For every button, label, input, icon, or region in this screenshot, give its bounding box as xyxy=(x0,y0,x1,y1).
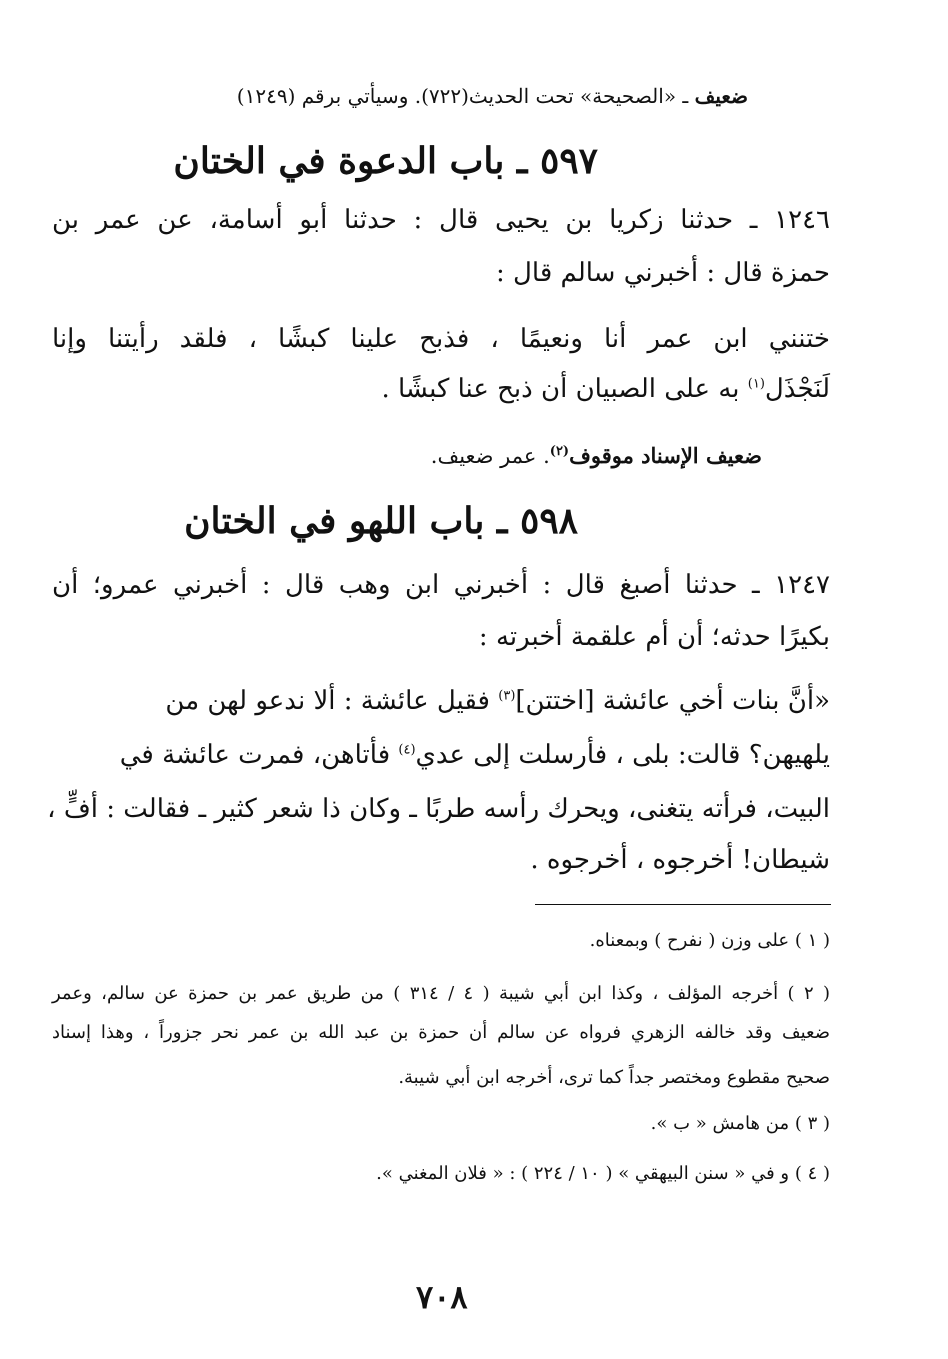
footnote-2-line-1: ( ٢ ) أخرجه المؤلف ، وكذا ابن أبي شيبة ( ٤ / ٣١٤ ) من طريق عمر بن حمزة عن سالم، وعمر xyxy=(52,983,831,1004)
footnote-2-line-2: ضعيف وقد خالفه الزهري فرواه عن سالم أن حمزة بن عبد الله بن عمر نحر جزوراً ، وهذا إسناد xyxy=(52,1022,830,1043)
hadith-1246-isnad-line-2: حمزة قال : أخبرني سالم قال : xyxy=(496,258,830,288)
grade-note-text: . عمر ضعيف. xyxy=(430,444,550,468)
hadith-1246-matn-line-2 xyxy=(381,374,830,404)
matn-text: به على الصبيان أن ذبح عنا كبشًا . xyxy=(381,374,748,404)
header-grade: ضعيف xyxy=(694,84,748,108)
header-text: ـ «الصحيحة» تحت الحديث(٧٢٢). وسيأتي برقم (١٢٤٩) xyxy=(236,84,695,108)
hadith-1247-isnad-line-2: بكيرًا حدثه؛ أن أم علقمة أخبرته : xyxy=(478,622,830,652)
hadith-1247-matn-line-3: البيت، فرأته يتغنى، ويحرك رأسه طربًا ـ وكان ذا شعر كثير ـ فقالت : أفٍّ ، xyxy=(47,794,830,824)
hadith-1247-matn-line-2 xyxy=(52,740,830,770)
matn-text: يلهيهن؟ قالت: بلى ، فأرسلت إلى عدي xyxy=(415,740,830,770)
footnote-ref-4: (٤) xyxy=(398,742,416,758)
chapter-597-title: ٥٩٧ ـ باب الدعوة في الختان xyxy=(173,140,598,182)
matn-text: لَنَجْذَل xyxy=(764,374,830,404)
matn-text: فقيل عائشة : ألا ندعو لهن من xyxy=(165,686,499,716)
hadith-1246-grade xyxy=(431,443,762,468)
footnote-separator xyxy=(535,904,831,905)
footnote-ref-3: (٣) xyxy=(498,688,516,704)
footnote-ref-2: (٢) xyxy=(549,444,570,459)
hadith-1247-isnad-line-1: ١٢٤٧ ـ حدثنا أصبغ قال : أخبرني ابن وهب قال : أخبرني عمرو؛ أن xyxy=(52,570,830,600)
page-number: ٧٠٨ xyxy=(416,1278,468,1316)
hadith-1247-matn-line-1 xyxy=(52,686,830,716)
matn-text: «أنَّ بنات أخي عائشة [اختتن] xyxy=(515,686,830,716)
footnote-2-line-3: صحيح مقطوع ومختصر جداً كما ترى، أخرجه ابن أبي شيبة. xyxy=(398,1067,830,1088)
footnote-1: ( ١ ) على وزن ( نفرح ) وبمعناه. xyxy=(589,930,830,951)
grade-label: ضعيف الإسناد موقوف xyxy=(569,443,762,468)
footnote-4: ( ٤ ) و في « سنن البيهقي » ( ١٠ / ٢٢٤ ) : « فلان المغني ». xyxy=(376,1163,830,1184)
matn-text: فأتاهن، فمرت عائشة في xyxy=(119,740,399,770)
hadith-1247-matn-line-4: شيطان! أخرجوه ، أخرجوه . xyxy=(530,845,830,875)
footnote-3: ( ٣ ) من هامش « ب ». xyxy=(650,1113,830,1134)
hadith-1246-isnad-line-1: ١٢٤٦ ـ حدثنا زكريا بن يحيى قال : حدثنا أبو أسامة، عن عمر بن xyxy=(52,205,830,235)
footnote-ref-1: (١) xyxy=(747,376,765,392)
hadith-1246-matn-line-1: ختنني ابن عمر أنا ونعيمًا ، فذبح علينا كبشًا ، فلقد رأيتنا وإنا xyxy=(52,324,830,354)
chapter-598-title: ٥٩٨ ـ باب اللهو في الختان xyxy=(184,500,578,542)
running-header xyxy=(237,84,748,108)
